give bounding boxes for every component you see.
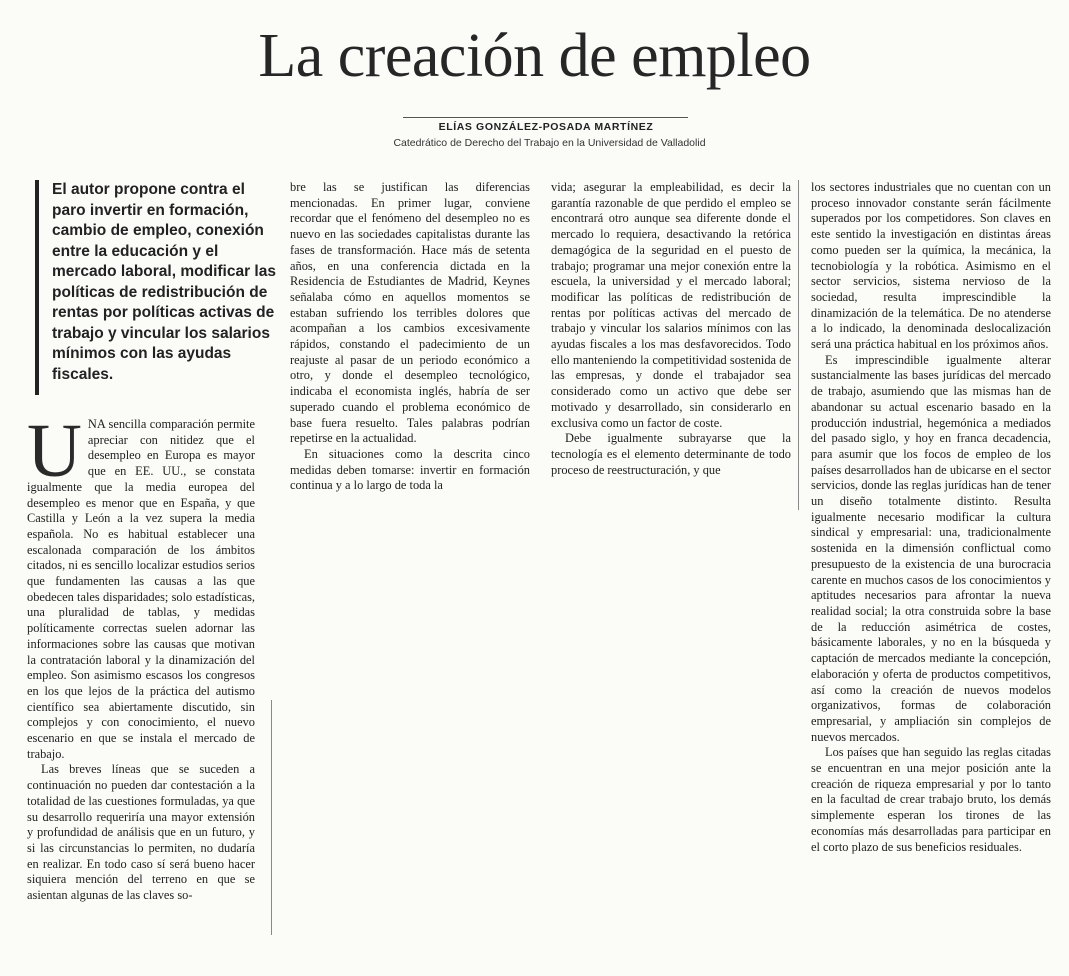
paragraph: los sectores industriales que no cuentan con un proceso innovador constante serán fácilmente superados por los competidores. Son claves en este sentido la investigación en distintas áreas como pueden ser la química, la mecánica, la tecnobiología y la robótica. Asimismo en el sector servicios, sistema nervioso de la sociedad, resulta imprescindible la dinamización de la telemática. De no atenderse a lo indicado, la denominada deslocalización será una práctica habitual en los próximos años.	[811, 180, 1051, 352]
lead-summary: El autor propone contra el paro invertir en formación, cambio de empleo, conexión entre la educación y el mercado laboral, modificar las políticas de redistribución de rentas por políticas activas de trabajo y vincular los salarios mínimos con las ayudas fiscales.	[52, 181, 276, 383]
column-divider	[271, 700, 272, 935]
drop-cap: U	[27, 417, 82, 493]
paragraph: bre las se justifican las diferencias mencionadas. En primer lugar, conviene recordar que el fenómeno del desempleo no es nuevo en las sociedades capitalistas durante las fases de transformación. Hace más de setenta años, en una conferencia dictada en la Residencia de Estudiantes de Madrid, Keynes señalaba cómo en aquellos momentos se estaban sufriendo los terribles dolores que acompañan a los cambios excesivamente rápidos, constando el padecimiento de un reajuste al pasar de un periodo económico a otro, y donde el desempleo tecnológico, indicaba el economista inglés, habría de ser superado cuando el problema económico de base fuera resuelto. Tales palabras podrían repetirse en la actualidad.	[290, 180, 530, 446]
paragraph: Debe igualmente subrayarse que la tecnología es el elemento determinante de todo proceso de reestructuración, y que	[551, 431, 791, 477]
article-column-3	[551, 180, 791, 502]
paragraph: Las breves líneas que se suceden a continuación no pueden dar contestación a la totalidad de las cuestiones formuladas, ya que su desarrollo requeriría una mayor extensión y profundidad de análisis que en un futuro, y si las circunstancias lo permiten, no dudaría en realizar. En todo caso sí será bueno hacer siquiera mención del terreno en que se asientan algunas de las claves so-	[27, 762, 255, 903]
author-name: ELÍAS GONZÁLEZ-POSADA MARTÍNEZ	[438, 121, 654, 133]
lead-accent-bar	[35, 180, 39, 395]
paragraph: UNA sencilla comparación permite apreciar con nitidez que el desempleo en Europa es mayor que en EE. UU., se constata igualmente que la media europea del desempleo es menor que en España, y que Castilla y León a la vez supera la media española. No es habitual establecer una escalonada comparación de los ámbitos citados, ni es sencillo localizar estudios serios que fundamenten las causas a las que obedecen tales disparidades; solo estadísticas, una pluralidad de tablas, y medidas políticamente correctas suelen adornar las informaciones sobre las causas que motivan la contratación laboral y la dinamización del empleo. Son asimismo escasos los congresos en los que lejos de la práctica del autismo científico sea abiertamente discutido, sin complejos y con conocimiento, el nuevo escenario en que se instala el mercado de trabajo.	[27, 417, 255, 761]
paragraph: En situaciones como la descrita cinco medidas deben tomarse: invertir en formación continua y a lo largo de toda la	[290, 446, 530, 493]
paragraph: Los países que han seguido las reglas citadas se encuentran en una mejor posición ante la creación de riqueza empresarial y por lo tanto en la facultad de crear trabajo bruto, los demás simplemente esperan los tirones de las economías más desarrolladas para participar en el corto plazo de sus beneficios residuales.	[811, 745, 1051, 854]
article-column-2	[290, 180, 530, 502]
author-role: Catedrático de Derecho del Trabajo en la Universidad de Valladolid	[393, 137, 706, 149]
paragraph: Es imprescindible igualmente alterar sustancialmente las bases jurídicas del mercado de trabajo, asumiendo que las mismas han de abandonar su actual escenario basado en la producción industrial, hegemónica a mediados del pasado siglo, y hoy en franca decadencia, para asumir que los focos de empleo de los países desarrollados han de ubicarse en el sector servicios, donde las reglas jurídicas han de tener un diseño totalmente distinto. Resulta igualmente necesario modificar la cultura sindical y empresarial: una, tradicionalmente sostenida en la dimensión conflictual como presupuesto de la existencia de una burocracia carente en muchos casos de los conocimientos y aptitudes necesarios para afrontar la nueva realidad social; la otra construida sobre la base de la reducción asimétrica de costes, básicamente laborales, y no en la búsqueda y captación de mercados mediante la concepción, elaboración y oferta de productos competitivos, así como la creación de nuevos modelos organizativos, formas de colaboración empresarial, y ampliación sin complejos de nuevos mercados.	[811, 352, 1051, 744]
paragraph: vida; asegurar la empleabilidad, es decir la garantía razonable de que perdido el empleo se encontrará otro aunque sea diferente donde el mercado lo requiera, desactivando la retórica demagógica de la seguridad en el puesto de trabajo; programar una mejor conexión entre la escuela, la universidad y el mercado laboral; modificar las políticas de redistribución de rentas por políticas activas del mercado de trabajo y vincular los salarios mínimos con las ayudas fiscales a los mas desfavorecidos. Todo ello manteniendo la competitividad sostenida de las empresas, y donde el trabajador sea considerado como un activo que debe ser motivado y desarrollado, sin considerarlo en exclusiva como un factor de coste.	[551, 180, 791, 430]
byline-divider	[403, 117, 688, 118]
column-divider	[798, 180, 799, 510]
article-column-4	[811, 180, 1051, 960]
headline: La creación de empleo	[258, 22, 811, 90]
article-column-1	[27, 417, 255, 937]
